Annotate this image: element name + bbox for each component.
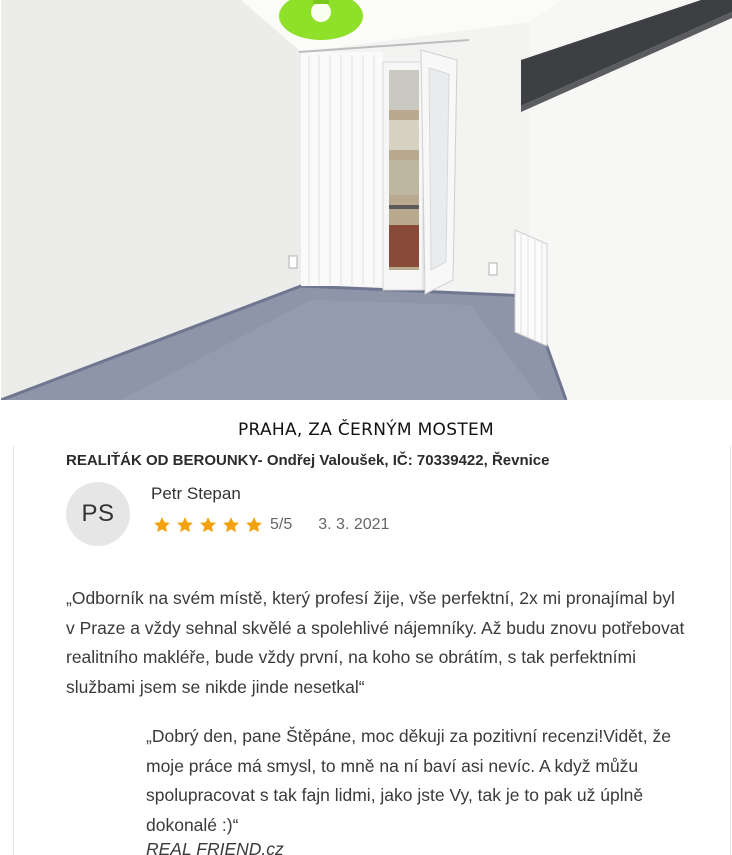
star-icon: [244, 515, 264, 535]
star-icon: [152, 515, 172, 535]
review-date: 3. 3. 2021: [318, 516, 390, 533]
owner-reply-text: „Dobrý den, pane Štěpáne, moc děkuji za pozitivní recenzi!Vidět, že moje práce má smysl, to mně na ní baví asi nevíc. A když můžu spolupracovat s tak fajn lidmi, jako jste Vy, tak je to pak už úplně dokonalé :)“: [146, 726, 671, 835]
rating-row: [152, 515, 389, 535]
reviewer-name: Petr Stepan: [151, 484, 241, 503]
listing-caption: PRAHA, ZA ČERNÝM MOSTEM: [237, 420, 495, 440]
avatar: PS: [66, 482, 130, 546]
reply-signature: REAL FRIEND.cz: [146, 839, 284, 855]
star-icon: [221, 515, 241, 535]
room-photo: [1, 0, 732, 400]
star-rating: [152, 515, 264, 535]
rating-score: 5/5: [270, 516, 293, 533]
review-text: „Odborník na svém místě, který profesí žije, vše perfektní, 2x mi pronajímal byl v Praze a vždy sehnal skvělé a spolehlivé nájemníky. Až budu znovu potřebovat realitního makléře, bude vždy první, na koho se obrátím, s tak perfektními službami jsem se nikde jinde nesetkal“: [66, 588, 685, 697]
star-icon: [175, 515, 195, 535]
star-icon: [198, 515, 218, 535]
agency-line: REALIŤÁK OD BEROUNKY- Ondřej Valoušek, IČ: 70339422, Řevnice: [66, 452, 550, 469]
review-card: [13, 446, 731, 855]
